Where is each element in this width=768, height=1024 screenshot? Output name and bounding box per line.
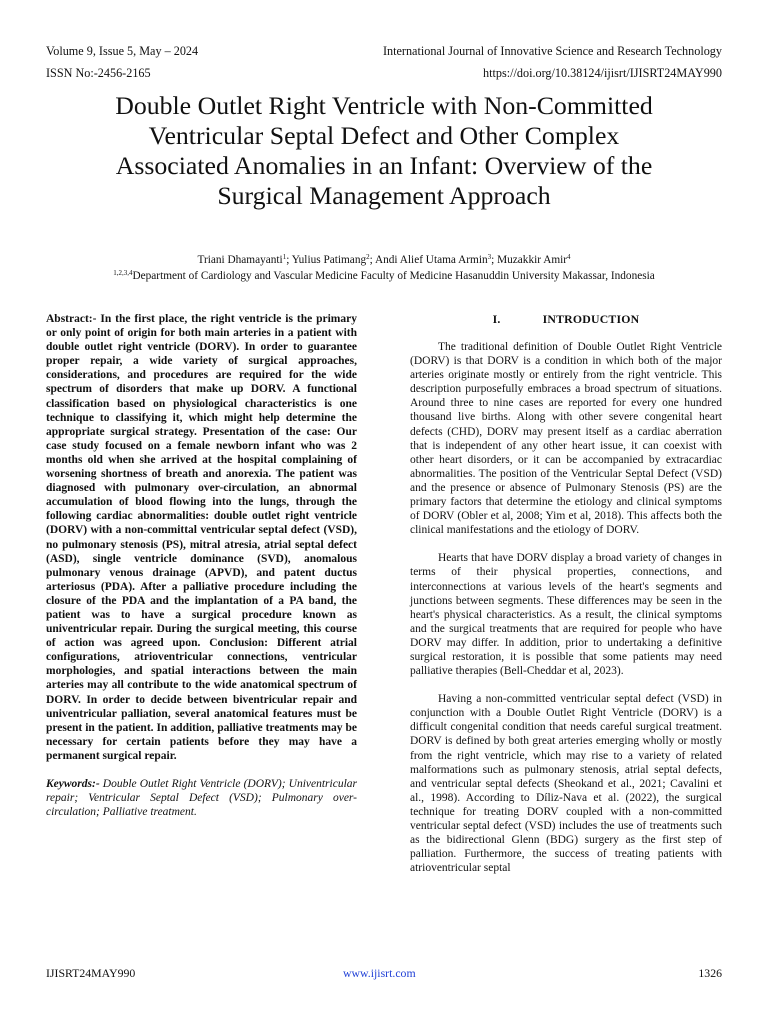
title-line: Ventricular Septal Defect and Other Complex	[148, 121, 620, 150]
keywords-label: Keywords:-	[46, 778, 100, 790]
intro-paragraph: Having a non-committed ventricular septal defect (VSD) in conjunction with a Double Outlet Right Ventricle (DORV) is a difficult congenital condition that needs careful surgical treatment. DORV is defined by both great arteries emerging wholly or mostly from the right ventricle, which may rise to a variety of related malformations such as pulmonary stenosis, atrial septal defects, and ventricular septal defects (Sheokand et al., 2021; Cavalini et al., 1998). According to Díliz-Nava et al. (2022), the surgical technique for treating DORV coupled with a non-committed ventricular septal defect (VSD) includes the use of treatments such as the bidirectional Glenn (BDG) surgery as the first step of palliation. Furthermore, the success of treating patients with atrioventricular septal	[410, 693, 722, 875]
section-title: INTRODUCTION	[542, 312, 640, 326]
affiliation-text: Department of Cardiology and Vascular Medicine Faculty of Medicine Hasanuddin University Makassar, Indonesia	[132, 270, 655, 282]
affiliation-marks: 1,2,3,4	[113, 269, 133, 277]
title-line: Surgical Management Approach	[217, 181, 551, 210]
author-affil-mark: 4	[567, 253, 571, 261]
author-affil-mark: 1	[282, 253, 287, 261]
issn: ISSN No:-2456-2165	[46, 66, 151, 80]
author-separator: ;	[491, 254, 498, 266]
author-name: Andi Alief Utama Armin	[374, 254, 488, 266]
title-line: Associated Anomalies in an Infant: Overview of the	[115, 151, 653, 180]
author-separator: ;	[369, 254, 375, 266]
intro-paragraph: Hearts that have DORV display a broad variety of changes in terms of their physical properties, connections, and interconnections at various levels of the heart's segments and junctions between segments. These differences may be seen in the heart's physical characteristics. As a result, the clinical symptoms and the surgical treatments that are required for people who have DORV may differ. In addition, prior to undertaking a definitive surgical restoration, it is possible that some patients may need palliative therapies (Bell-Cheddar et al, 2023).	[410, 552, 722, 678]
journal-name: International Journal of Innovative Science and Research Technology	[382, 44, 722, 58]
abstract: Abstract:- In the first place, the right ventricle is the primary or only point of origin for both main arteries in a patient with double outlet right ventricle (DORV). In order to guarantee proper repair, a wide variety of surgical approaches, considerations, and procedures are required for the wide spectrum of disorders that make up DORV. A functional classification based on physiological characteristics is one technique to classifying it, which might help determine the appropriate surgical strategy. Presentation of the case: Our case study focused on a female newborn infant who was 2 months old when she arrived at the hospital complaining of worsening shortness of breath and anorexia. The patient was diagnosed with pulmonary over-circulation, an abnormal accumulation of blood flowing into the lungs, through the following cardiac abnormalities: double outlet right ventricle (DORV) with a non-committal ventricular septal defect (VSD), no pulmonary stenosis (PS), mitral atresia, atrial septal defect (ASD), single ventricle dominance (SVD), anomalous pulmonary venous drainage (APVD), and patent ductus arteriosus (PDA). After a palliative procedure including the closure of the PDA and the implantation of a PA band, the patient was to have a surgical procedure known as univentricular repair. During the surgical meeting, this course of action was agreed upon. Conclusion: Different atrial configurations, atrioventricular connections, ventricular morphologies, and spatial interactions between the main arteries may all contribute to the wide anatomical spectrum of DORV. In order to decide between biventricular repair and univentricular palliation, several anatomical features must be present in the patient. In addition, palliative treatments may be necessary for certain patients before they may have a permanent surgical repair.	[46, 313, 357, 762]
keywords-text: Double Outlet Right Ventricle (DORV); Univentricular repair; Ventricular Septal Defect (VSD); Pulmonary over-circulation; Palliative treatment.	[46, 778, 357, 819]
doi-link[interactable]: https://doi.org/10.38124/ijisrt/IJISRT24MAY990	[483, 66, 722, 80]
author-name: Yulius Patimang	[291, 254, 367, 266]
footer-website-link[interactable]: www.ijisrt.com	[343, 966, 416, 980]
right-column	[410, 312, 722, 889]
volume-issue: Volume 9, Issue 5, May – 2024	[46, 44, 199, 58]
author-list	[0, 253, 768, 267]
keywords	[46, 777, 357, 819]
author-name: Muzakkir Amir	[497, 254, 568, 266]
section-heading	[410, 312, 722, 326]
author-name: Triani Dhamayanti	[197, 254, 283, 266]
author-separator: ;	[286, 254, 292, 266]
left-column	[46, 312, 357, 819]
title-line: Double Outlet Right Ventricle with Non-Committed	[115, 91, 653, 120]
footer-paper-id: IJISRT24MAY990	[46, 966, 136, 980]
paper-title	[30, 91, 738, 211]
author-affil-mark: 3	[487, 253, 492, 261]
intro-paragraph: The traditional definition of Double Outlet Right Ventricle (DORV) is that DORV is a condition in which both of the major arteries originate mostly or entirely from the right ventricle. This description purposefully embraces a broad spectrum of situations. Around three to nine cases are reported for every one hundred thousand live births. Along with other severe congenital heart defects (CHD), DORV may present itself as a cardiac aberration that is independent of any other heart issue, it can coexist with other heart disorders, or it can be accompanied by extracardiac abnormalities. The position of the Ventricular Septal Defect (VSD) and the presence or absence of Pulmonary Stenosis (PS) are the primary factors that determine the etiology and clinical symptoms of DORV (Obler et al, 2008; Yim et al, 2018). This affects both the clinical manifestations and the etiology of DORV.	[410, 341, 722, 537]
section-number: I.	[492, 312, 501, 326]
author-affil-mark: 2	[366, 253, 370, 261]
page-number: 1326	[698, 966, 722, 980]
affiliation	[0, 269, 768, 283]
